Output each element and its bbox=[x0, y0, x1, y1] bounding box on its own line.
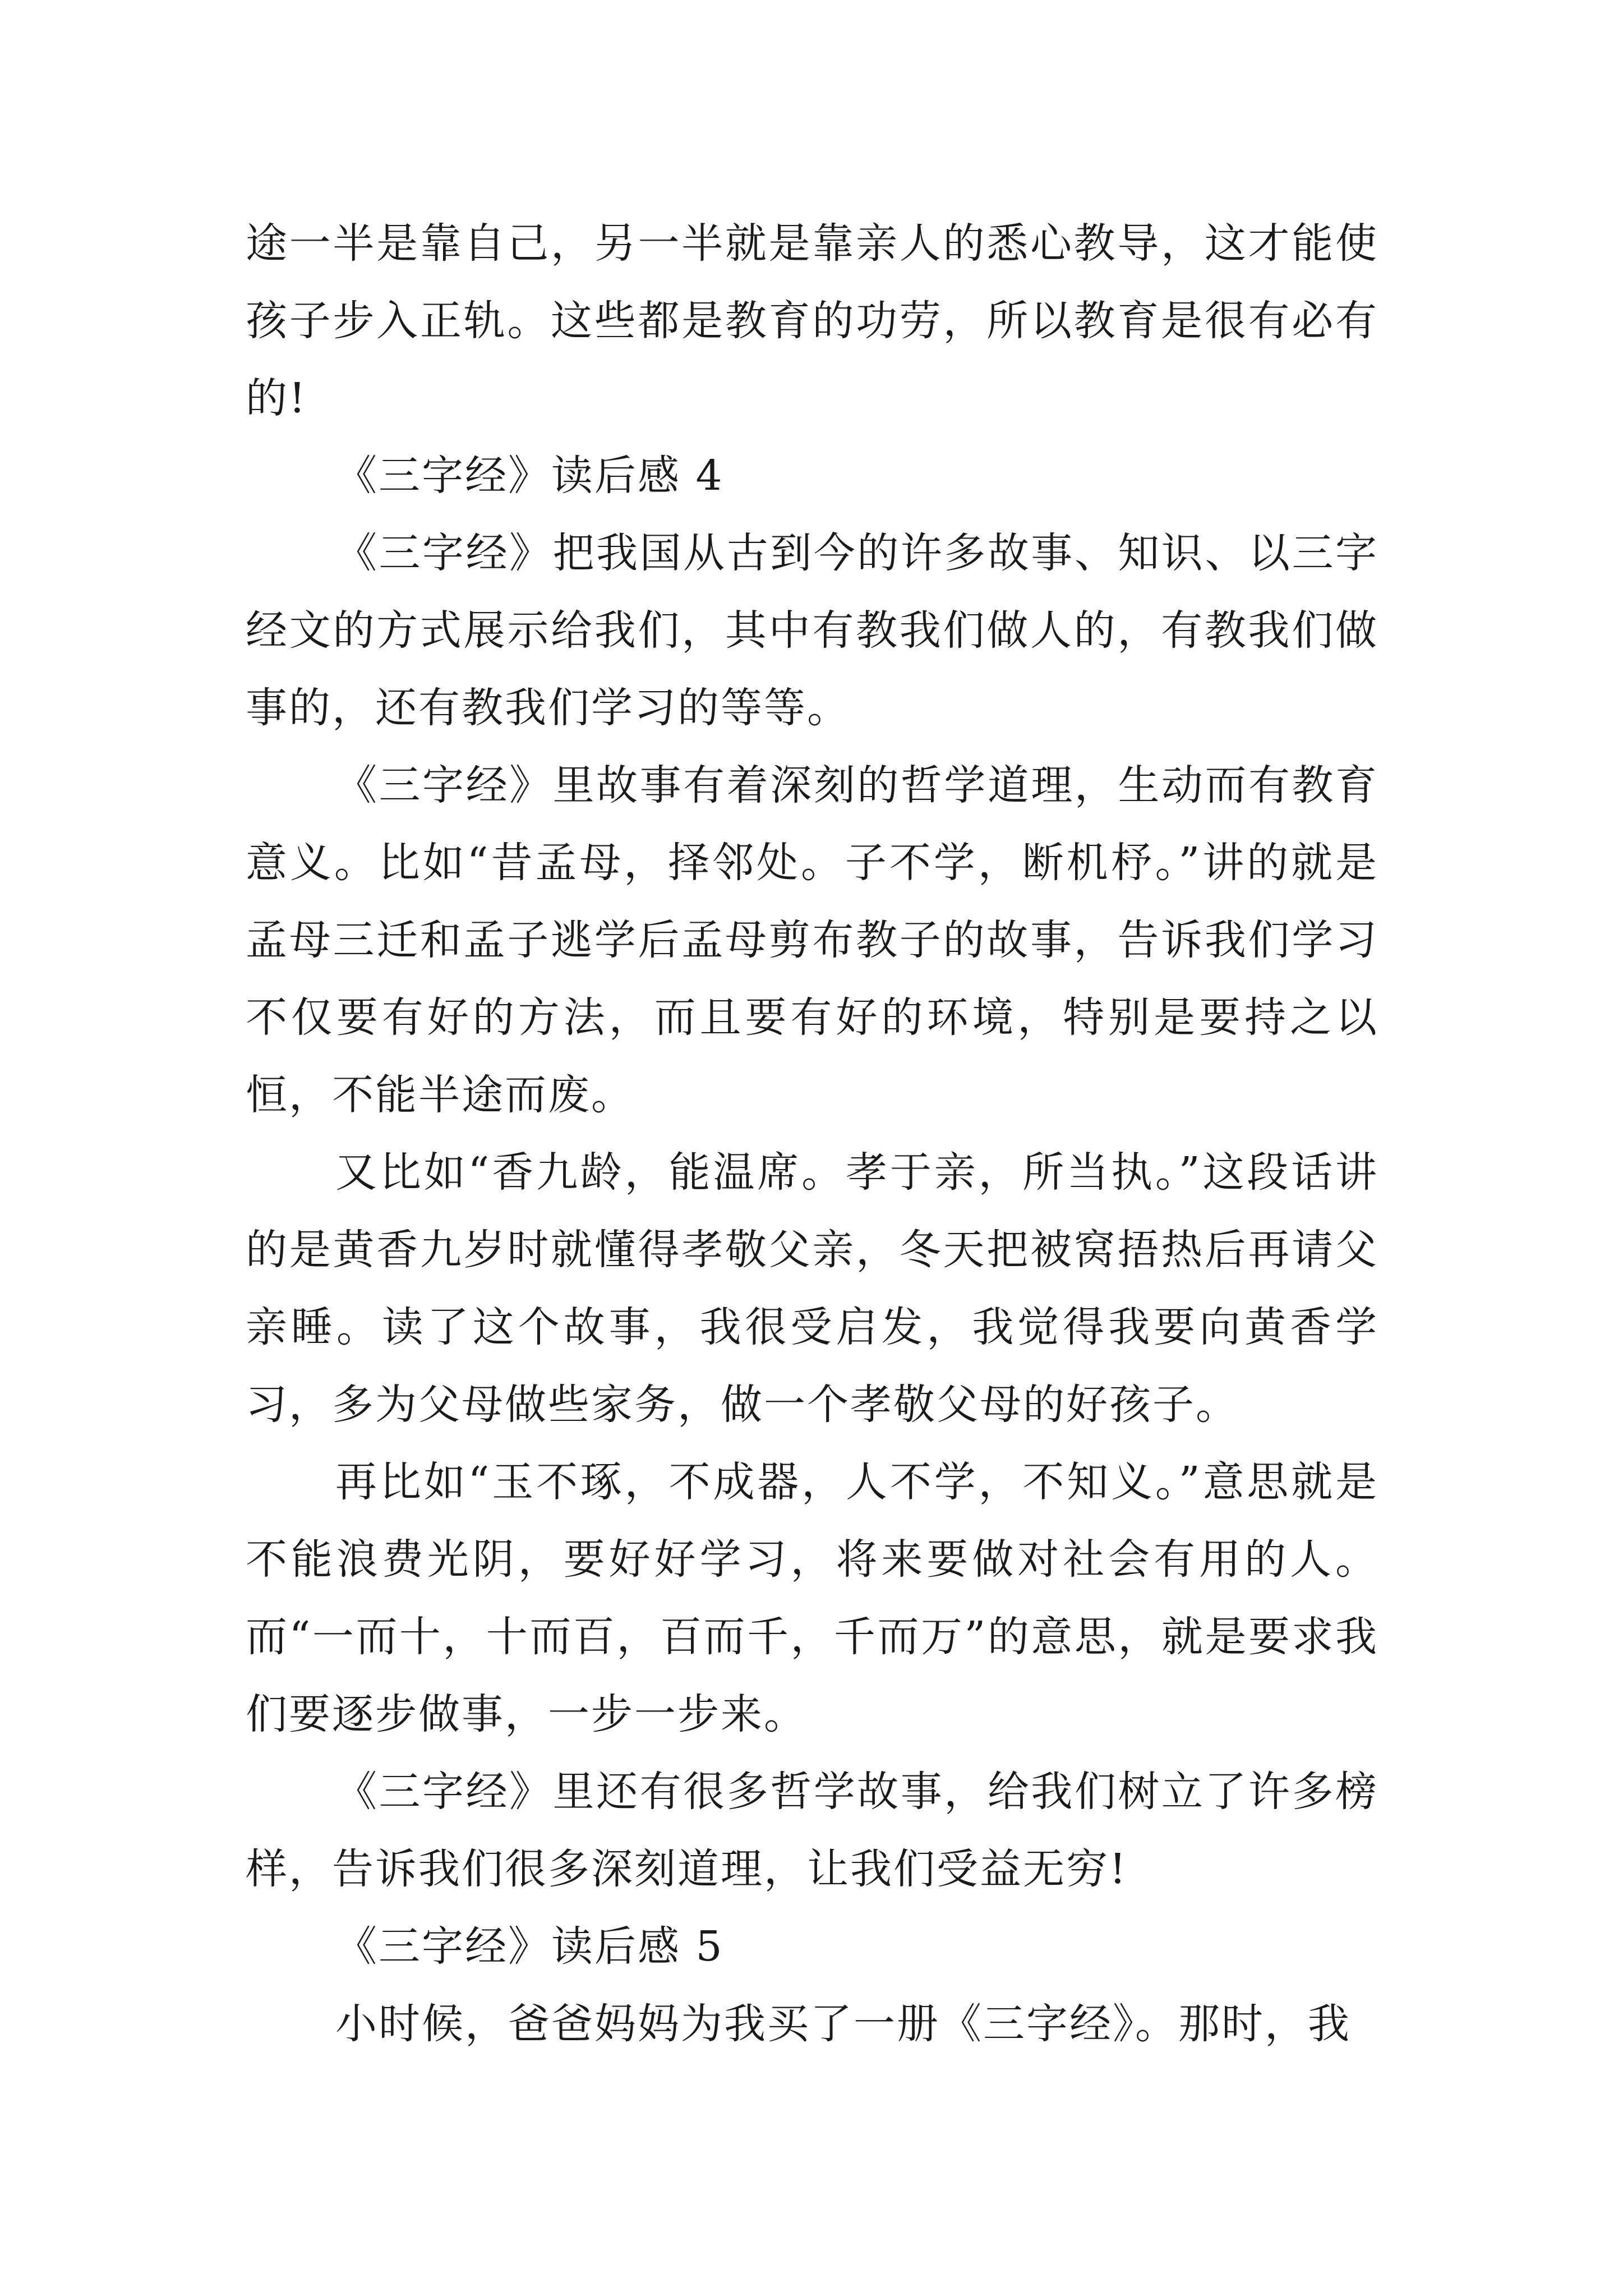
section-heading-4: 《三字经》读后感 4 bbox=[335, 452, 724, 500]
paragraph: 《三字经》把我国从古到今的许多故事、知识、以三字经文的方式展示给我们，其中有教我们做人的，有教我们做事的，还有教我们学习的等等。 bbox=[246, 529, 1378, 732]
document-body bbox=[246, 205, 1378, 2063]
paragraph: 再比如“玉不琢，不成器，人不学，不知义。”意思就是不能浪费光阴，要好好学习，将来要做对社会有用的人。而“一而十，十而百，百而千，千而万”的意思，就是要求我们要逐步做事，一步一步来。 bbox=[246, 1458, 1378, 1738]
paragraph: 《三字经》里还有很多哲学故事，给我们树立了许多榜样，告诉我们很多深刻道理，让我们受益无穷! bbox=[246, 1768, 1378, 1893]
paragraph: 《三字经》里故事有着深刻的哲学道理，生动而有教育意义。比如“昔孟母，择邻处。子不学，断机杼。”讲的就是孟母三迁和孟子逃学后孟母剪布教子的故事，告诉我们学习不仅要有好的方法，而且要有好的环境，特别是要持之以恒，不能半途而废。 bbox=[246, 761, 1378, 1119]
paragraph: 又比如“香九龄，能温席。孝于亲，所当执。”这段话讲的是黄香九岁时就懂得孝敬父亲，冬天把被窝捂热后再请父亲睡。读了这个故事，我很受启发，我觉得我要向黄香学习，多为父母做些家务，做一个孝敬父母的好孩子。 bbox=[246, 1148, 1378, 1429]
continued-paragraph: 途一半是靠自己，另一半就是靠亲人的悉心教导，这才能使孩子步入正轨。这些都是教育的功劳，所以教育是很有必有的! bbox=[246, 219, 1378, 422]
section-heading-5: 《三字经》读后感 5 bbox=[335, 1922, 724, 1971]
paragraph: 小时候，爸爸妈妈为我买了一册《三字经》。那时，我 bbox=[335, 2000, 1351, 2048]
